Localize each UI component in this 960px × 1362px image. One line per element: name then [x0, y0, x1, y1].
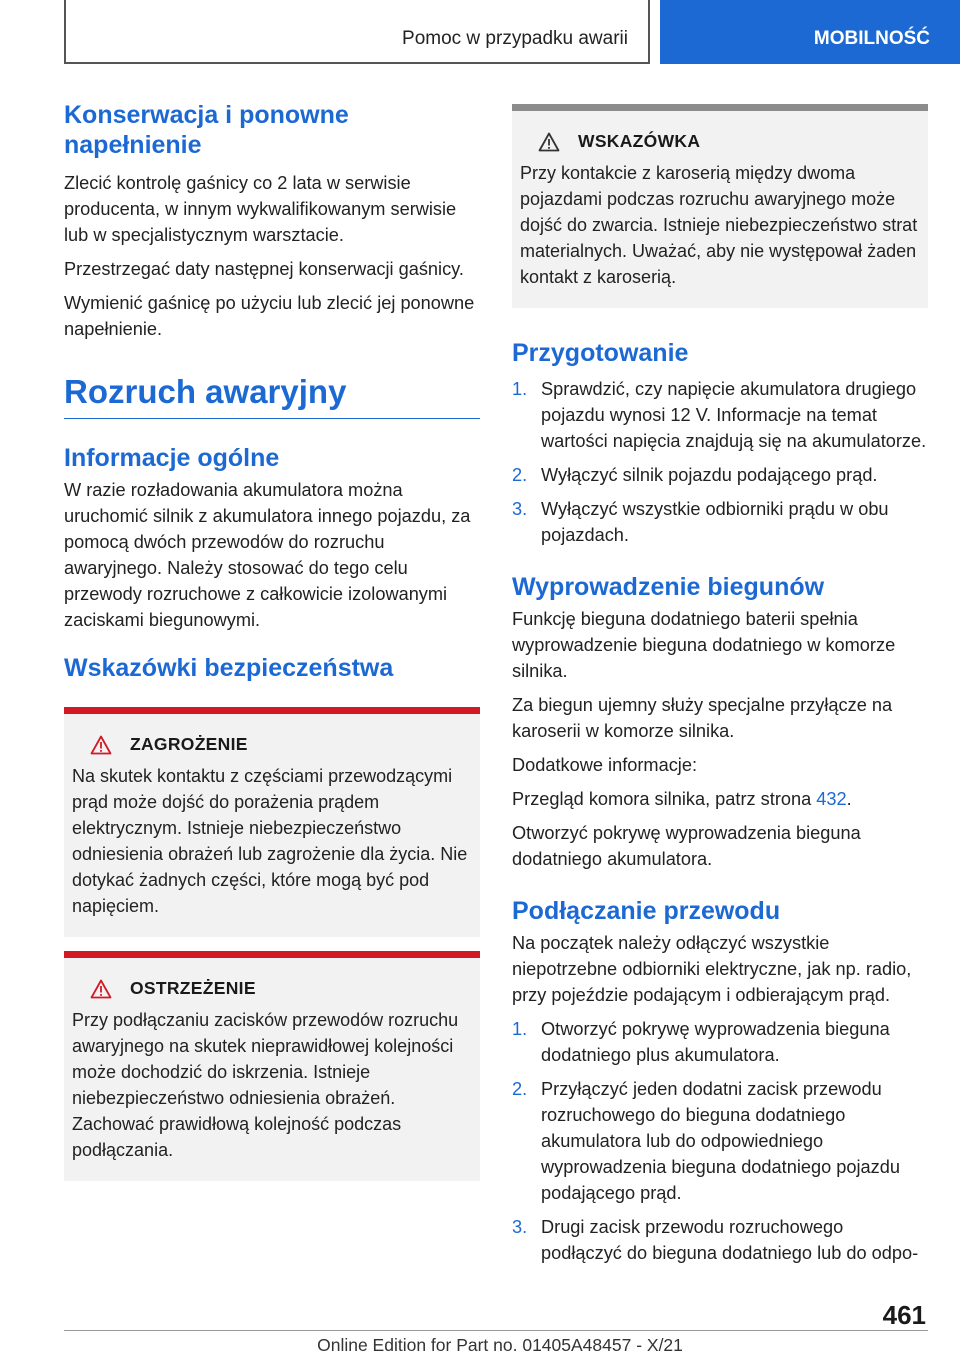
paragraph: Przegląd komora silnika, patrz strona 432. [512, 789, 852, 809]
footer-edition: Online Edition for Part no. 01405A48457 - X/21 [317, 1335, 683, 1355]
page-number: 461 [882, 1300, 926, 1330]
list-item: 3. Drugi zacisk przewodu rozruchowego podłączyć do bieguna dodatniego lub do odpo- [512, 1217, 919, 1263]
list-item: 2. Wyłączyć silnik pojazdu podającego prąd. [512, 465, 878, 485]
warning-triangle-icon [90, 735, 112, 755]
paragraph: Dodatkowe informacje: [512, 755, 697, 775]
danger-notice [64, 707, 480, 937]
list-item: 2. Przyłączyć jeden dodatni zacisk przewodu rozruchowego do bieguna dodatniego akumulatora lub do odpowiedniego wyprowadzenia bieguna dodatniego pojazdu podającego prąd. [512, 1079, 900, 1203]
paragraph: Za biegun ujemny służy specjalne przyłącze na karoserii w komorze silnika. [512, 695, 893, 741]
footer-divider [64, 1330, 928, 1331]
caution-notice-text: Przy kontakcie z karoserią między dwoma pojazdami podczas rozruchu awaryjnego może dojść do zwarcia. Istnieje niebezpieczeństwo strat materialnych. Uważać, aby nie występował żaden kontakt z karoserią. [520, 163, 918, 287]
podlaczanie-steps [512, 1016, 928, 1266]
warning-notice [64, 951, 480, 1181]
heading-wskazowki-bezpieczenstwa: Wskazówki bezpieczeństwa [64, 654, 394, 682]
caution-notice-label: WSKAZÓWKA [578, 131, 701, 151]
list-item: 1. Otworzyć pokrywę wyprowadzenia bieguna dodatniego plus akumulatora. [512, 1019, 890, 1065]
section-title: Pomoc w przypadku awarii [402, 28, 628, 49]
list-item: 3. Wyłączyć wszystkie odbiorniki prądu w obu pojazdach. [512, 499, 889, 545]
page-link-432[interactable]: 432 [816, 789, 847, 809]
list-item: 1. Sprawdzić, czy napięcie akumulatora drugiego pojazdu wynosi 12 V. Informacje na temat wartości napięcia znajdują się na akumulatorze. [512, 379, 927, 451]
paragraph: Przestrzegać daty następnej konserwacji gaśnicy. [64, 259, 464, 279]
heading-wyprowadzenie-biegunow: Wyprowadzenie biegunów [512, 573, 825, 601]
heading-rozruch-awaryjny: Rozruch awaryjny [64, 372, 480, 419]
warning-triangle-icon [90, 979, 112, 999]
paragraph: Wymienić gaśnicę po użyciu lub zlecić jej ponowne napełnienie. [64, 293, 475, 339]
heading-konserwacja: Konserwacja i ponowne napełnienie [64, 101, 349, 159]
paragraph: Funkcję bieguna dodatniego baterii spełnia wyprowadzenie bieguna dodatniego w komorze silnika. [512, 609, 896, 681]
danger-notice-label: ZAGROŻENIE [130, 734, 248, 754]
paragraph: Otworzyć pokrywę wyprowadzenia bieguna dodatniego akumulatora. [512, 823, 861, 869]
chapter-tab-label: MOBILNOŚĆ [813, 28, 930, 49]
warning-notice-text: Przy podłączaniu zacisków przewodów rozruchu awaryjnego na skutek nieprawidłowej kolejności może dochodzić do iskrzenia. Istnieje niebezpieczeństwo odniesienia obrażeń. Zachować prawidłową kolejność podczas podłączania. [72, 1010, 459, 1160]
left-column [64, 100, 480, 1181]
paragraph: Zlecić kontrolę gaśnicy co 2 lata w serwisie producenta, w innym wykwalifikowanym serwisie lub w specjalistycznym warsztacie. [64, 173, 457, 245]
chapter-tab[interactable] [660, 0, 960, 64]
heading-informacje-ogolne: Informacje ogólne [64, 444, 280, 472]
paragraph: W razie rozładowania akumulatora można uruchomić silnik z akumulatora innego pojazdu, za pomocą dwóch przewodów do rozruchu awaryjnego. Należy stosować do tego celu przewody rozruchowe z całkowicie izolowanymi zaciskami biegunowymi. [64, 480, 471, 630]
warning-triangle-icon [538, 132, 560, 152]
danger-notice-text: Na skutek kontaktu z częściami przewodzącymi prąd może dojść do porażenia prądem elektrycznym. Istnieje niebezpieczeństwo odniesienia obrażeń lub zagrożenie dla życia. Nie dotykać żadnych części, które mogą być pod napięciem. [72, 766, 468, 916]
przygotowanie-steps [512, 376, 928, 548]
header-section-box [64, 0, 650, 64]
right-column [512, 104, 928, 1266]
caution-notice-header [520, 111, 920, 152]
heading-podlaczanie-przewodu: Podłączanie przewodu [512, 897, 781, 925]
warning-notice-header [72, 958, 472, 999]
heading-przygotowanie: Przygotowanie [512, 339, 689, 367]
warning-notice-label: OSTRZEŻENIE [130, 978, 256, 998]
paragraph: Na początek należy odłączyć wszystkie niepotrzebne odbiorniki elektryczne, jak np. radio, przy pojeździe podającym i odbierającym prąd. [512, 933, 912, 1005]
danger-notice-header [72, 714, 472, 755]
caution-notice [512, 104, 928, 308]
